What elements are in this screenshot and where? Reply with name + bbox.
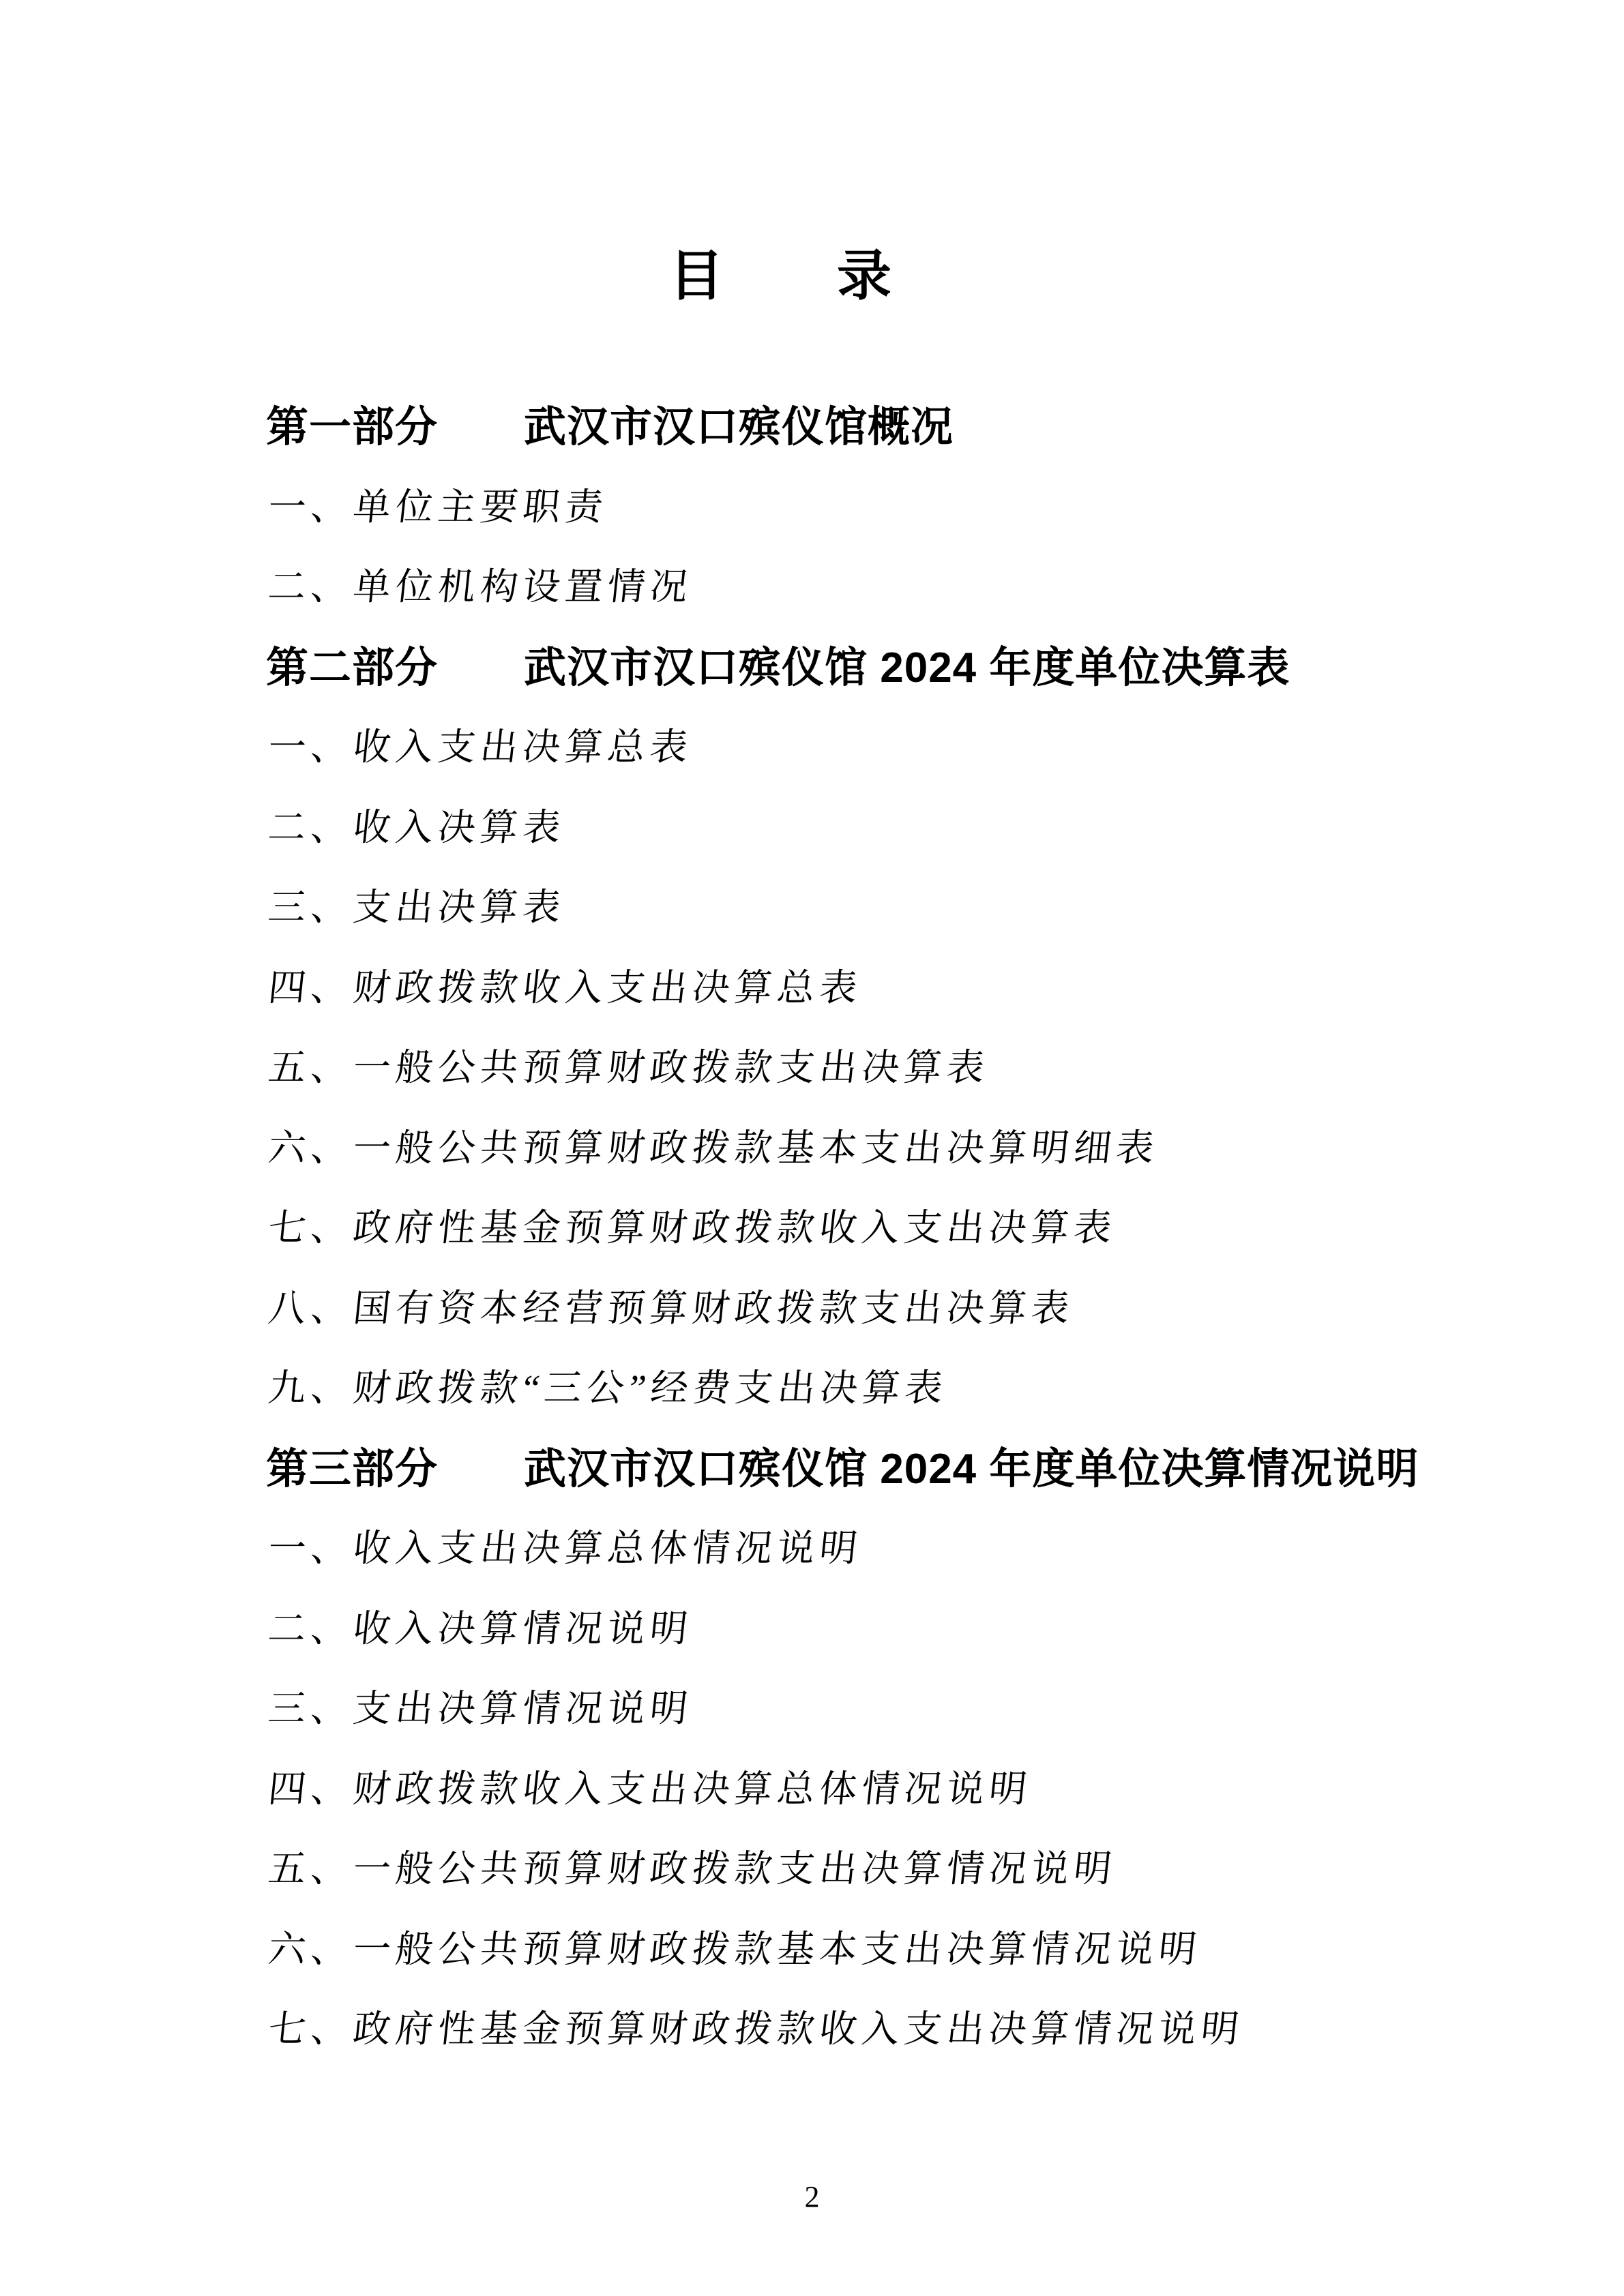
toc-entry xyxy=(266,1906,1488,1986)
toc xyxy=(266,383,1488,2066)
toc-entry-text: 四、财政拨款收入支出决算总体情况说明 xyxy=(266,1768,1034,1810)
toc-entry-text: 七、政府性基金预算财政拨款收入支出决算情况说明 xyxy=(266,2008,1246,2051)
toc-entry xyxy=(266,1105,1488,1185)
toc-entry xyxy=(266,1184,1488,1265)
toc-entry xyxy=(266,1024,1488,1105)
toc-entry xyxy=(266,1746,1488,1826)
toc-entry-text: 九、财政拨款“三公”经费支出决算表 xyxy=(266,1367,950,1410)
toc-entry-text: 二、单位机构设置情况 xyxy=(266,566,695,608)
toc-entry-text: 六、一般公共预算财政拨款基本支出决算明细表 xyxy=(266,1127,1161,1169)
toc-entry xyxy=(266,1825,1488,1906)
toc-entry-text: 二、收入决算表 xyxy=(266,806,567,848)
toc-entry-text: 一、收入支出决算总表 xyxy=(266,726,695,769)
toc-entry-text: 六、一般公共预算财政拨款基本支出决算情况说明 xyxy=(266,1928,1204,1970)
toc-entry xyxy=(266,464,1488,544)
toc-entry xyxy=(266,864,1488,944)
toc-entry xyxy=(266,944,1488,1025)
toc-entry-text: 三、支出决算情况说明 xyxy=(266,1688,695,1730)
toc-section-heading: 第一部分 武汉市汉口殡仪馆概况 xyxy=(266,404,954,451)
toc-entry-text: 一、单位主要职责 xyxy=(266,486,610,528)
toc-entry-text: 八、国有资本经营预算财政拨款支出决算表 xyxy=(266,1287,1076,1329)
toc-entry xyxy=(266,1505,1488,1585)
toc-entry-text: 二、收入决算情况说明 xyxy=(266,1607,695,1650)
toc-entry xyxy=(266,784,1488,865)
toc-entry-text: 一、收入支出决算总体情况说明 xyxy=(266,1527,864,1570)
toc-section-heading: 第二部分 武汉市汉口殡仪馆 2024 年度单位决算表 xyxy=(266,644,1290,691)
toc-entry-text: 三、支出决算表 xyxy=(266,886,567,929)
toc-entry xyxy=(266,1986,1488,2066)
toc-entry xyxy=(266,1345,1488,1425)
toc-section-heading: 第三部分 武汉市汉口殡仪馆 2024 年度单位决算情况说明 xyxy=(266,1445,1419,1493)
toc-entry xyxy=(266,543,1488,624)
toc-entry-text: 七、政府性基金预算财政拨款收入支出决算表 xyxy=(266,1207,1119,1249)
toc-entry xyxy=(266,1665,1488,1746)
toc-entry xyxy=(266,1265,1488,1345)
toc-entry-text: 五、一般公共预算财政拨款支出决算情况说明 xyxy=(266,1848,1119,1890)
toc-entry xyxy=(266,704,1488,784)
toc-entry-text: 五、一般公共预算财政拨款支出决算表 xyxy=(266,1047,992,1089)
toc-entry-text: 四、财政拨款收入支出决算总表 xyxy=(266,966,864,1009)
toc-entry xyxy=(266,1585,1488,1666)
page-title: 目 录 xyxy=(669,245,893,306)
page-number: 2 xyxy=(804,2180,820,2213)
